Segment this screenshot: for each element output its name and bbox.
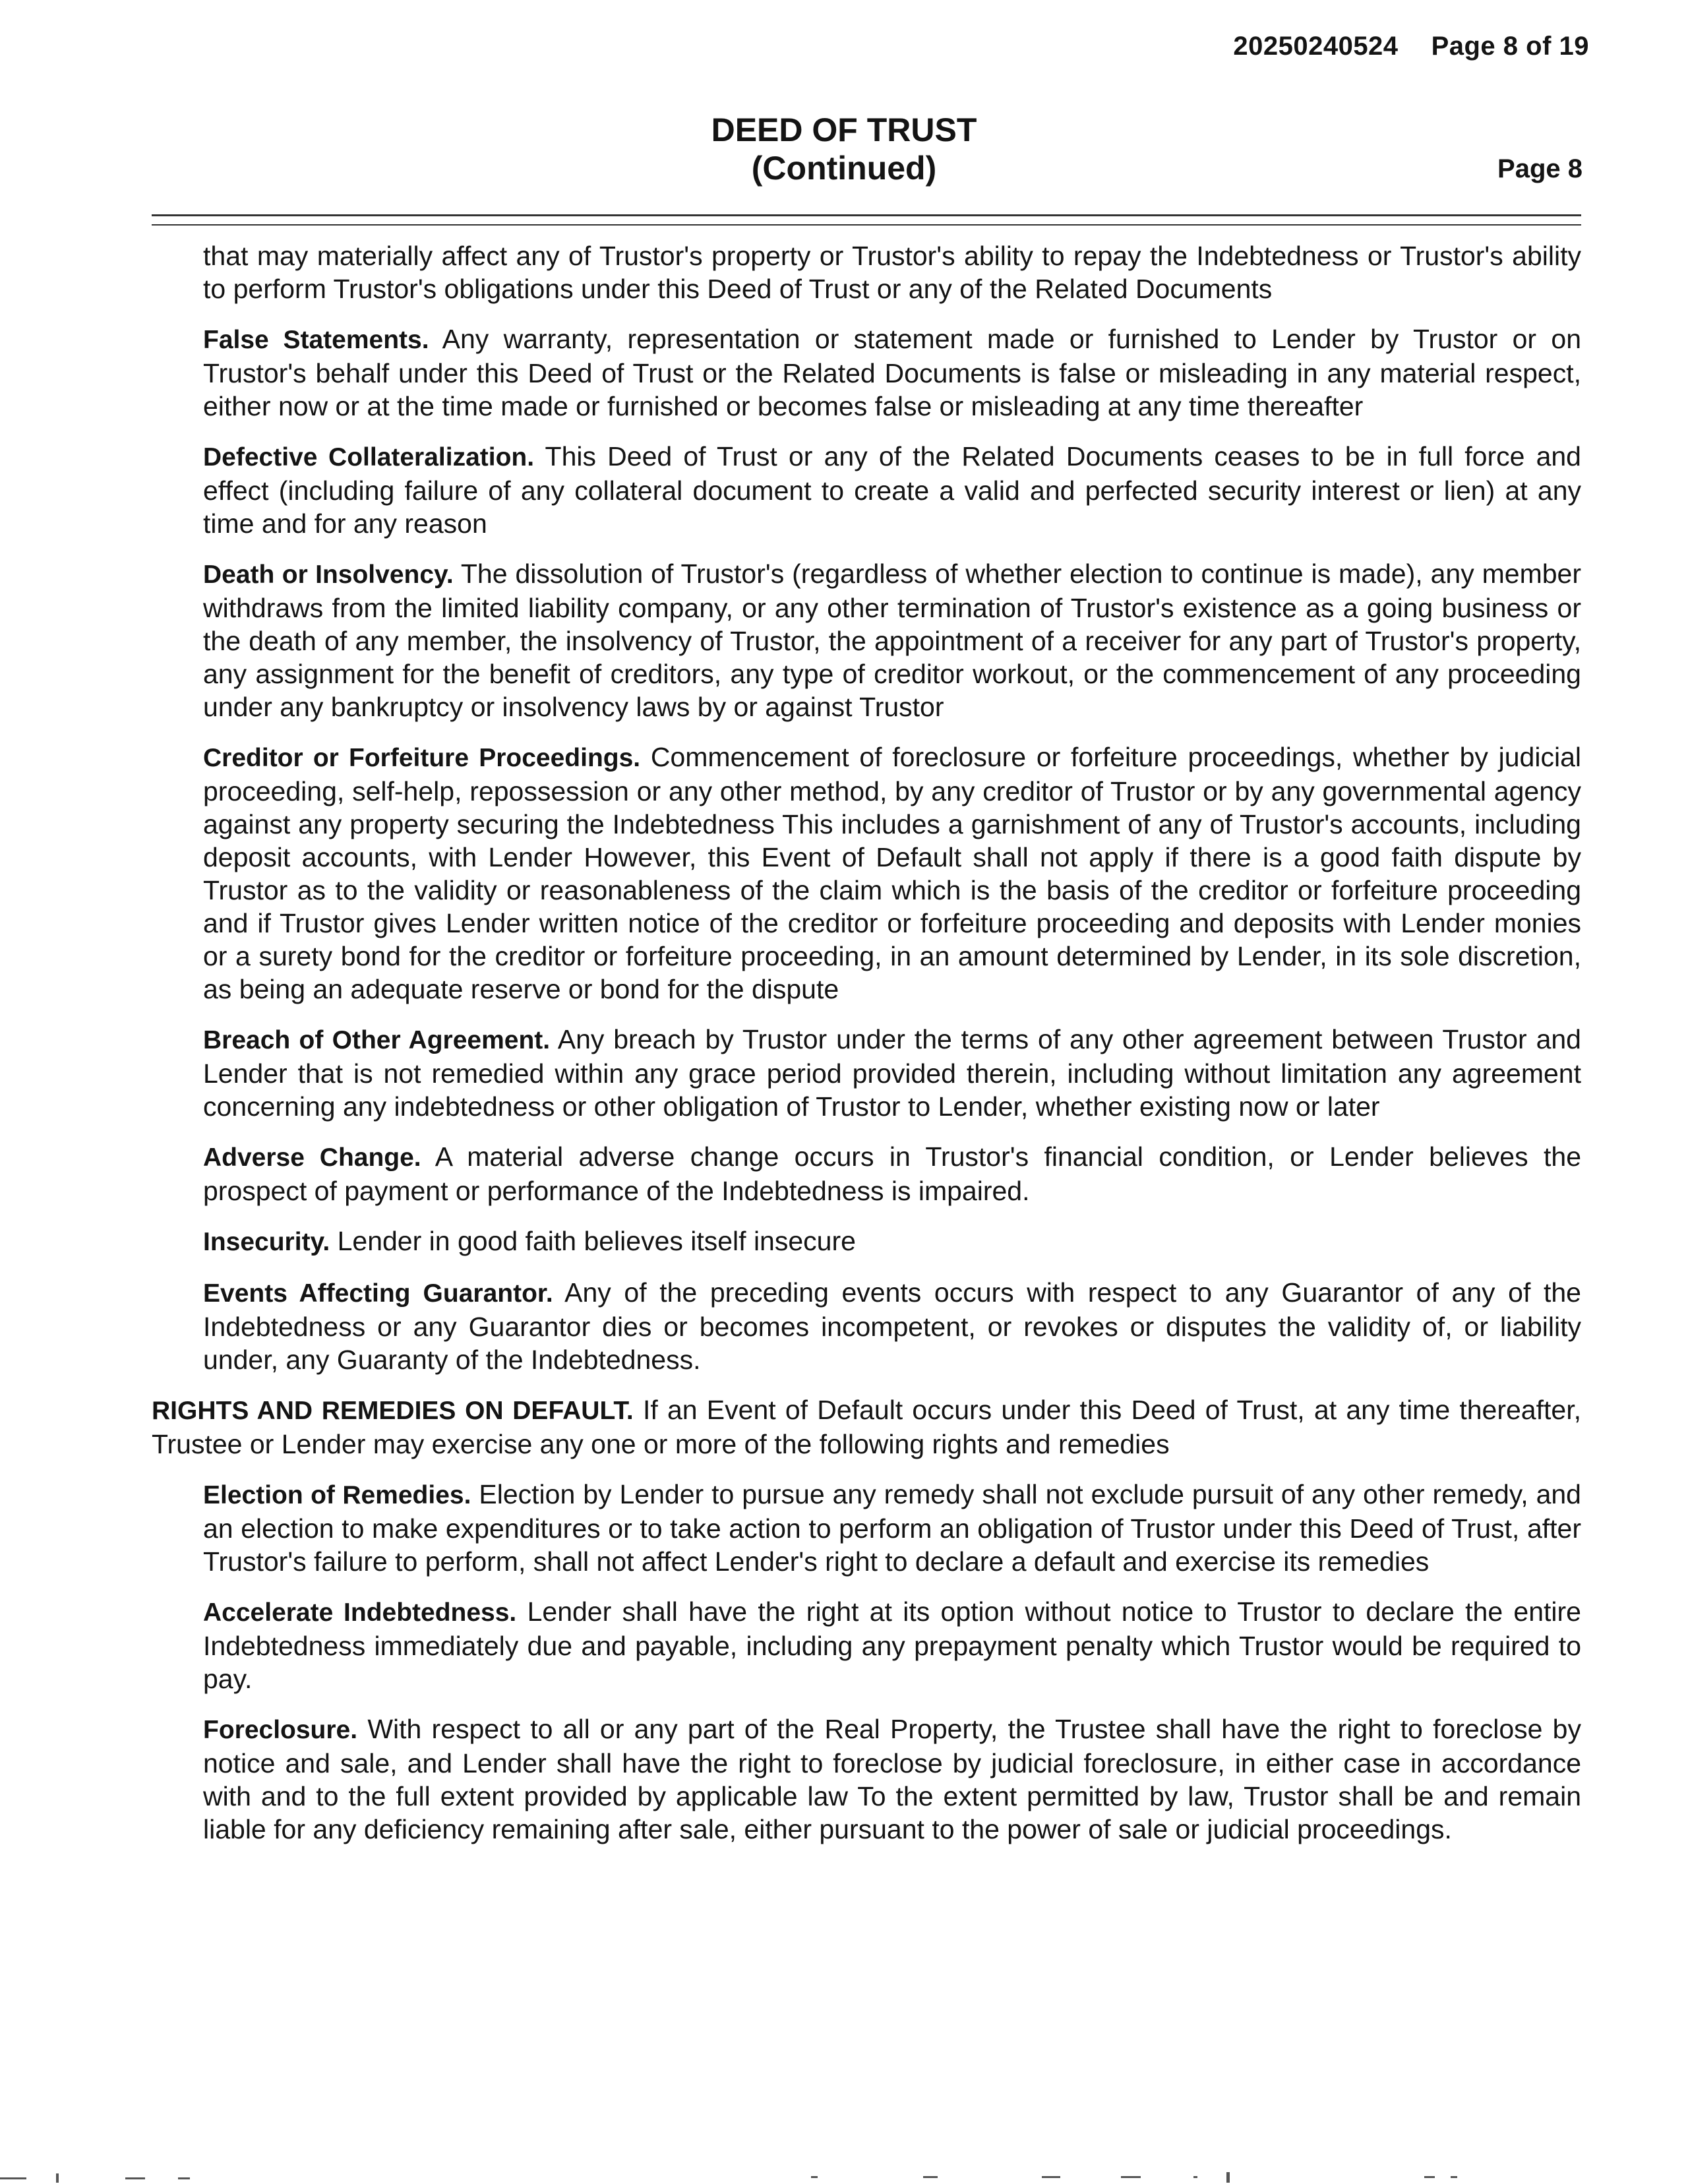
- document-subtitle: (Continued): [751, 150, 937, 187]
- header-rule-top: [152, 214, 1581, 216]
- document-id-header: [1233, 32, 1589, 61]
- paragraph-insecurity: Insecurity. Lender in good faith believes itself insecure: [203, 1226, 856, 1256]
- paragraph-heading: Death or Insolvency.: [203, 561, 454, 589]
- page-label: Page 8: [1497, 154, 1582, 183]
- section-heading: RIGHTS AND REMEDIES ON DEFAULT.: [152, 1397, 634, 1425]
- paragraph-heading: Accelerate Indebtedness.: [203, 1598, 517, 1627]
- paragraph-adverse-change: Adverse Change. A material adverse change occurs in Trustor's financial condition, or Lender believes the prospect of payment or performance of the Indebtedness is impaired.: [203, 1141, 1581, 1206]
- paragraph-continuation: that may materially affect any of Trustor's property or Trustor's ability to repay the Indebtedness or Trustor's ability to perform Trustor's obligations under this Deed of Trust or any of the Related Documents: [203, 241, 1581, 304]
- document-body: [152, 239, 1581, 1863]
- paragraph-heading: Creditor or Forfeiture Proceedings.: [203, 744, 641, 772]
- recording-number: 20250240524: [1233, 32, 1399, 61]
- paragraph-heading: Insecurity.: [203, 1228, 330, 1256]
- paragraph-death-or-insolvency: Death or Insolvency. The dissolution of Trustor's (regardless of whether election to continue is made), any member withdraws from the limited liability company, or any other termination of Trustor's existence as a going business or the death of any member, the insolvency of Trustor, the appointment of a receiver for any part of Trustor's property, any assignment for the benefit of creditors, any type of creditor workout, or the commencement of any proceeding under any bankruptcy or insolvency laws by or against Trustor: [203, 559, 1581, 722]
- paragraph-creditor-forfeiture: Creditor or Forfeiture Proceedings. Commencement of foreclosure or forfeiture proceedings, whether by judicial proceeding, self-help, repossession or any other method, by any creditor of Trustor or by any governmental agency against any property securing the Indebtedness This includes a garnishment of any of Trustor's accounts, including deposit accounts, with Lender However, this Event of Default shall not apply if there is a good faith dispute by Trustor as to the validity or reasonableness of the claim which is the basis of the creditor or forfeiture proceeding and if Trustor gives Lender written notice of the creditor or forfeiture proceeding and deposits with Lender monies or a surety bond for the creditor or forfeiture proceeding, in an amount determined by Lender, in its sole discretion, as being an adequate reserve or bond for the dispute: [203, 742, 1581, 1004]
- paragraph-heading: Election of Remedies.: [203, 1481, 471, 1509]
- paragraph-heading: False Statements.: [203, 326, 429, 354]
- header-rule-bottom: [152, 224, 1581, 226]
- scan-artifact-strip: [0, 2158, 1688, 2184]
- paragraph-defective-collateralization: Defective Collateralization. This Deed of Trust or any of the Related Documents ceases to be in full force and effect (including failure of any collateral document to create a valid and perfected security interest or lien) at any time and for any reason: [203, 441, 1581, 539]
- document-title-block: [0, 111, 1688, 187]
- paragraph-foreclosure: Foreclosure. With respect to all or any part of the Real Property, the Trustee shall have the right to foreclose by notice and sale, and Lender shall have the right to foreclose by judicial foreclosure, in either case in accordance with and to the full extent provided by applicable law To the extent permitted by law, Trustor shall be and remain liable for any deficiency remaining after sale, either pursuant to the power of sale or judicial proceedings.: [203, 1714, 1581, 1844]
- paragraph-false-statements: False Statements. Any warranty, representation or statement made or furnished to Lender by Trustor or on Trustor's behalf under this Deed of Trust or the Related Documents is false or misleading in any material respect, either now or at the time made or furnished or becomes false or misleading at any time thereafter: [203, 324, 1581, 421]
- paragraph-heading: Adverse Change.: [203, 1143, 421, 1172]
- paragraph-heading: Defective Collateralization.: [203, 443, 535, 471]
- section-rights-and-remedies: RIGHTS AND REMEDIES ON DEFAULT. If an Event of Default occurs under this Deed of Trust, at any time thereafter, Trustee or Lender may exercise any one or more of the following rights and remedies: [152, 1395, 1581, 1459]
- paragraph-heading: Breach of Other Agreement.: [203, 1026, 551, 1054]
- page-count: Page 8 of 19: [1431, 32, 1589, 61]
- document-title: DEED OF TRUST: [711, 111, 977, 148]
- paragraph-events-affecting-guarantor: Events Affecting Guarantor. Any of the preceding events occurs with respect to any Guarantor of any of the Indebtedness or any Guarantor dies or becomes incompetent, or revokes or disputes the validity of, or liability under, any Guaranty of the Indebtedness.: [203, 1277, 1581, 1375]
- paragraph-election-of-remedies: Election of Remedies. Election by Lender to pursue any remedy shall not exclude pursuit of any other remedy, and an election to make expenditures or to take action to perform an obligation of Trustor under this Deed of Trust, after Trustor's failure to perform, shall not affect Lender's right to declare a default and exercise its remedies: [203, 1479, 1581, 1577]
- paragraph-accelerate-indebtedness: Accelerate Indebtedness. Lender shall have the right at its option without notice to Trustor to declare the entire Indebtedness immediately due and payable, including any prepayment penalty which Trustor would be required to pay.: [203, 1596, 1581, 1694]
- paragraph-breach-other-agreement: Breach of Other Agreement. Any breach by Trustor under the terms of any other agreement between Trustor and Lender that is not remedied within any grace period provided therein, including without limitation any agreement concerning any indebtedness or other obligation of Trustor to Lender, whether existing now or later: [203, 1024, 1581, 1122]
- paragraph-heading: Events Affecting Guarantor.: [203, 1279, 553, 1308]
- paragraph-heading: Foreclosure.: [203, 1716, 358, 1744]
